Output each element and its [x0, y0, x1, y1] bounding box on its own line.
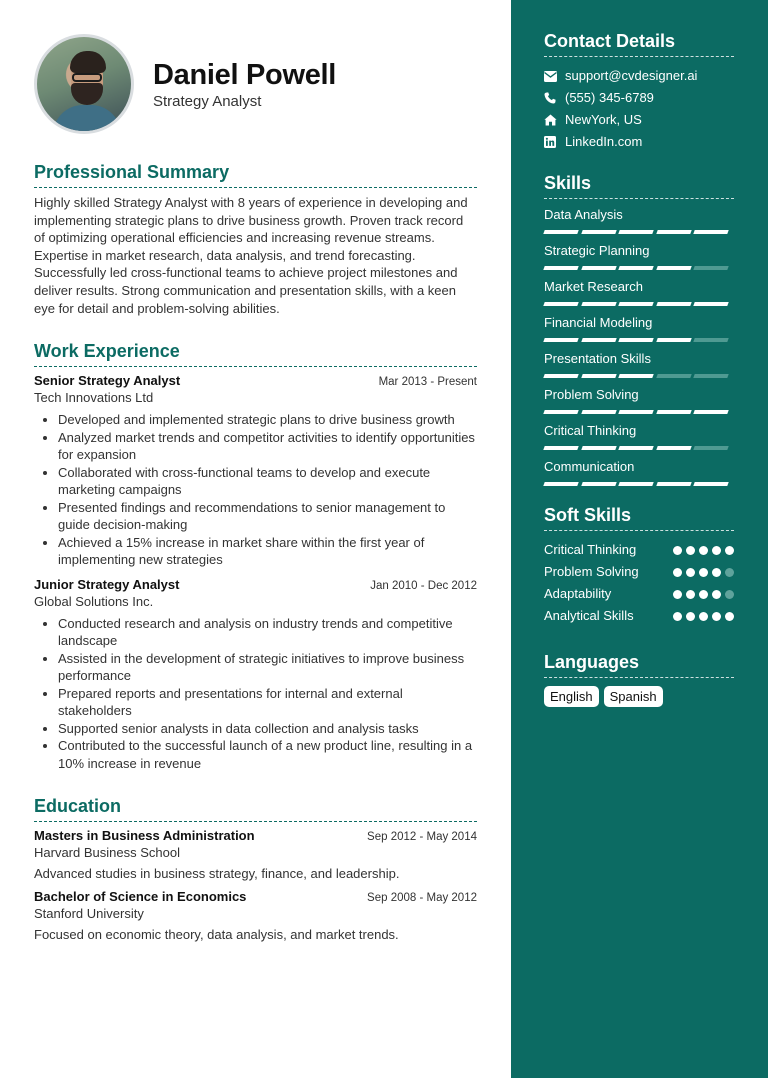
- skill-name: Strategic Planning: [544, 243, 650, 258]
- job-header-row: [34, 577, 477, 592]
- skill-segment-filled: [656, 338, 691, 342]
- envelope-icon: [544, 71, 565, 82]
- education-section: [34, 796, 477, 942]
- skill-segment-empty: [656, 374, 691, 378]
- soft-skill-rating: [673, 590, 734, 599]
- skill-segment-filled: [543, 230, 578, 234]
- education-entry: [34, 828, 477, 881]
- school-name: Stanford University: [34, 906, 144, 922]
- skill-item: [544, 315, 734, 342]
- rating-dot-filled: [686, 612, 695, 621]
- sidebar: [511, 0, 768, 1078]
- summary-section: [34, 162, 477, 317]
- skill-segment-filled: [618, 446, 653, 450]
- skill-segment-filled: [618, 266, 653, 270]
- education-description: Focused on economic theory, data analysis, and market trends.: [34, 927, 399, 943]
- language-badge: English: [544, 686, 599, 707]
- skill-segment-filled: [656, 230, 691, 234]
- skill-segment-filled: [581, 302, 616, 306]
- skill-segment-filled: [581, 482, 616, 486]
- skill-segment-filled: [618, 482, 653, 486]
- avatar-shirt: [53, 105, 121, 134]
- education-header-row: [34, 889, 477, 904]
- soft-skill-rating: [673, 546, 734, 555]
- skill-level-bar: [544, 302, 734, 306]
- skill-level-bar: [544, 446, 734, 450]
- bullet-item: • Prepared reports and presentations for internal and external stakeholders: [58, 685, 477, 720]
- skill-name: Critical Thinking: [544, 423, 637, 438]
- skill-item: [544, 459, 734, 486]
- rating-dot-filled: [673, 590, 682, 599]
- skill-name: Communication: [544, 459, 635, 474]
- skill-level-bar: [544, 374, 734, 378]
- resume-header: [34, 34, 477, 134]
- skill-segment-filled: [581, 230, 616, 234]
- skill-name: Data Analysis: [544, 207, 623, 222]
- education-title: Education: [34, 796, 477, 822]
- soft-skill-item: [544, 583, 734, 605]
- job-entry: [34, 577, 477, 773]
- skill-segment-filled: [543, 338, 578, 342]
- work-section: [34, 341, 477, 772]
- skills-section: [544, 173, 734, 486]
- work-title: Work Experience: [34, 341, 477, 367]
- soft-skill-item: [544, 605, 734, 627]
- bullet-item: • Achieved a 15% increase in market share within the first year of implementing new strategies: [58, 534, 477, 569]
- bullet-item: • Conducted research and analysis on industry trends and competitive landscape: [58, 615, 477, 650]
- avatar: [34, 34, 134, 134]
- job-header-row: [34, 373, 477, 388]
- soft-skill-rating: [673, 612, 734, 621]
- education-list: [34, 828, 477, 942]
- bullet-item: • Supported senior analysts in data collection and analysis tasks: [58, 720, 477, 738]
- job-bullets: [58, 615, 477, 773]
- skill-segment-empty: [694, 338, 729, 342]
- skill-name: Financial Modeling: [544, 315, 653, 330]
- soft-skill-item: [544, 561, 734, 583]
- avatar-beard: [71, 83, 103, 105]
- rating-dot-filled: [712, 546, 721, 555]
- education-description: Advanced studies in business strategy, finance, and leadership.: [34, 866, 400, 882]
- summary-title: Professional Summary: [34, 162, 477, 188]
- education-date: Sep 2012 - May 2014: [367, 831, 477, 844]
- skill-segment-filled: [543, 266, 578, 270]
- rating-dot-filled: [712, 612, 721, 621]
- contact-text[interactable]: LinkedIn.com: [565, 134, 643, 149]
- contact-text[interactable]: (555) 345-6789: [565, 90, 654, 105]
- rating-dot-filled: [673, 612, 682, 621]
- company-name: Tech Innovations Ltd: [34, 390, 154, 406]
- summary-text: Highly skilled Strategy Analyst with 8 years of experience in developing and implementing strategic plans to drive business growth. Proven track record of optimizing operational efficiencies and increasing revenue streams. Expertise in market research, data analysis, and trend forecasting. Successfully led cross-functional teams to achieve project milestones and deliver results. Strong communication and presentation skills, with a keen eye for detail and problem-solving abilities.: [34, 195, 468, 316]
- rating-dot-filled: [686, 568, 695, 577]
- soft-skill-list: [544, 539, 734, 627]
- rating-dot-empty: [725, 568, 734, 577]
- bullet-item: • Analyzed market trends and competitor activities to identify opportunities for expansion: [58, 429, 477, 464]
- skill-level-bar: [544, 482, 734, 486]
- contact-item[interactable]: [544, 65, 734, 87]
- skill-name: Problem Solving: [544, 387, 639, 402]
- language-badge: Spanish: [604, 686, 663, 707]
- job-entry: [34, 373, 477, 569]
- skill-item: [544, 387, 734, 414]
- rating-dot-filled: [725, 612, 734, 621]
- rating-dot-filled: [686, 590, 695, 599]
- bullet-item: • Contributed to the successful launch of a new product line, resulting in a 10% increase in revenue: [58, 737, 477, 772]
- skill-level-bar: [544, 338, 734, 342]
- skill-item: [544, 207, 734, 234]
- company-name: Global Solutions Inc.: [34, 593, 154, 609]
- languages-section: [544, 652, 734, 707]
- bullet-item: • Collaborated with cross-functional teams to develop and execute marketing campaigns: [58, 464, 477, 499]
- rating-dot-filled: [673, 568, 682, 577]
- school-name: Harvard Business School: [34, 845, 180, 861]
- skill-segment-filled: [618, 374, 653, 378]
- bullet-item: • Presented findings and recommendations to senior management to guide decision-making: [58, 499, 477, 534]
- skill-segment-empty: [694, 266, 729, 270]
- contact-text[interactable]: support@cvdesigner.ai: [565, 68, 698, 83]
- contact-item[interactable]: [544, 131, 734, 153]
- skill-segment-filled: [543, 410, 578, 414]
- rating-dot-filled: [699, 590, 708, 599]
- languages-title: Languages: [544, 652, 734, 678]
- job-title: Junior Strategy Analyst: [34, 576, 180, 592]
- skill-segment-filled: [656, 482, 691, 486]
- rating-dot-filled: [712, 568, 721, 577]
- home-icon: [544, 114, 565, 126]
- soft-skill-name: Critical Thinking: [544, 542, 637, 557]
- skill-segment-filled: [694, 230, 729, 234]
- skill-segment-empty: [694, 446, 729, 450]
- skill-segment-filled: [543, 482, 578, 486]
- job-date: Mar 2013 - Present: [378, 376, 477, 389]
- education-entry: [34, 889, 477, 942]
- avatar-glasses: [72, 73, 102, 82]
- skill-name: Presentation Skills: [544, 351, 651, 366]
- skill-segment-filled: [581, 374, 616, 378]
- contact-section: [544, 31, 734, 153]
- job-title: Senior Strategy Analyst: [34, 373, 181, 389]
- candidate-role: Strategy Analyst: [153, 93, 262, 110]
- job-bullets: [58, 411, 477, 569]
- soft-skill-item: [544, 539, 734, 561]
- degree-title: Masters in Business Administration: [34, 828, 255, 844]
- skill-item: [544, 279, 734, 306]
- skill-segment-filled: [543, 374, 578, 378]
- rating-dot-filled: [686, 546, 695, 555]
- name-block: [153, 58, 336, 110]
- bullet-item: • Assisted in the development of strategic initiatives to improve business performance: [58, 650, 477, 685]
- soft-skills-title: Soft Skills: [544, 505, 734, 531]
- degree-title: Bachelor of Science in Economics: [34, 889, 247, 905]
- phone-icon: [544, 92, 565, 104]
- skill-segment-filled: [656, 410, 691, 414]
- skill-segment-filled: [543, 446, 578, 450]
- job-list: [34, 373, 477, 772]
- skill-segment-filled: [618, 302, 653, 306]
- skill-item: [544, 351, 734, 378]
- avatar-hair: [70, 51, 106, 73]
- rating-dot-filled: [712, 590, 721, 599]
- skill-segment-filled: [694, 482, 729, 486]
- skill-item: [544, 243, 734, 270]
- skill-segment-filled: [694, 410, 729, 414]
- education-date: Sep 2008 - May 2012: [367, 892, 477, 905]
- skill-level-bar: [544, 266, 734, 270]
- skill-segment-filled: [581, 410, 616, 414]
- job-date: Jan 2010 - Dec 2012: [370, 579, 477, 592]
- education-header-row: [34, 828, 477, 843]
- soft-skill-rating: [673, 568, 734, 577]
- skill-level-bar: [544, 410, 734, 414]
- skill-segment-empty: [694, 374, 729, 378]
- soft-skills-section: [544, 505, 734, 627]
- skill-segment-filled: [543, 302, 578, 306]
- skill-segment-filled: [618, 230, 653, 234]
- contact-list: [544, 65, 734, 153]
- language-list: [544, 686, 734, 707]
- rating-dot-filled: [699, 568, 708, 577]
- skill-list: [544, 207, 734, 486]
- soft-skill-name: Problem Solving: [544, 564, 639, 579]
- skill-segment-filled: [656, 266, 691, 270]
- skill-item: [544, 423, 734, 450]
- skill-segment-filled: [581, 266, 616, 270]
- skill-segment-filled: [618, 410, 653, 414]
- skill-segment-filled: [656, 302, 691, 306]
- skill-segment-filled: [656, 446, 691, 450]
- soft-skill-name: Adaptability: [544, 586, 612, 601]
- contact-title: Contact Details: [544, 31, 734, 57]
- skill-segment-filled: [581, 338, 616, 342]
- rating-dot-filled: [673, 546, 682, 555]
- skill-level-bar: [544, 230, 734, 234]
- contact-text[interactable]: NewYork, US: [565, 112, 642, 127]
- contact-item[interactable]: [544, 87, 734, 109]
- skill-name: Market Research: [544, 279, 643, 294]
- candidate-name: Daniel Powell: [153, 59, 337, 91]
- rating-dot-empty: [725, 590, 734, 599]
- skill-segment-filled: [618, 338, 653, 342]
- rating-dot-filled: [725, 546, 734, 555]
- contact-item[interactable]: [544, 109, 734, 131]
- soft-skill-name: Analytical Skills: [544, 608, 634, 623]
- rating-dot-filled: [699, 546, 708, 555]
- skill-segment-filled: [581, 446, 616, 450]
- skills-title: Skills: [544, 173, 734, 199]
- linkedin-icon: [544, 136, 565, 148]
- bullet-item: • Developed and implemented strategic plans to drive business growth: [58, 411, 477, 429]
- rating-dot-filled: [699, 612, 708, 621]
- skill-segment-filled: [694, 302, 729, 306]
